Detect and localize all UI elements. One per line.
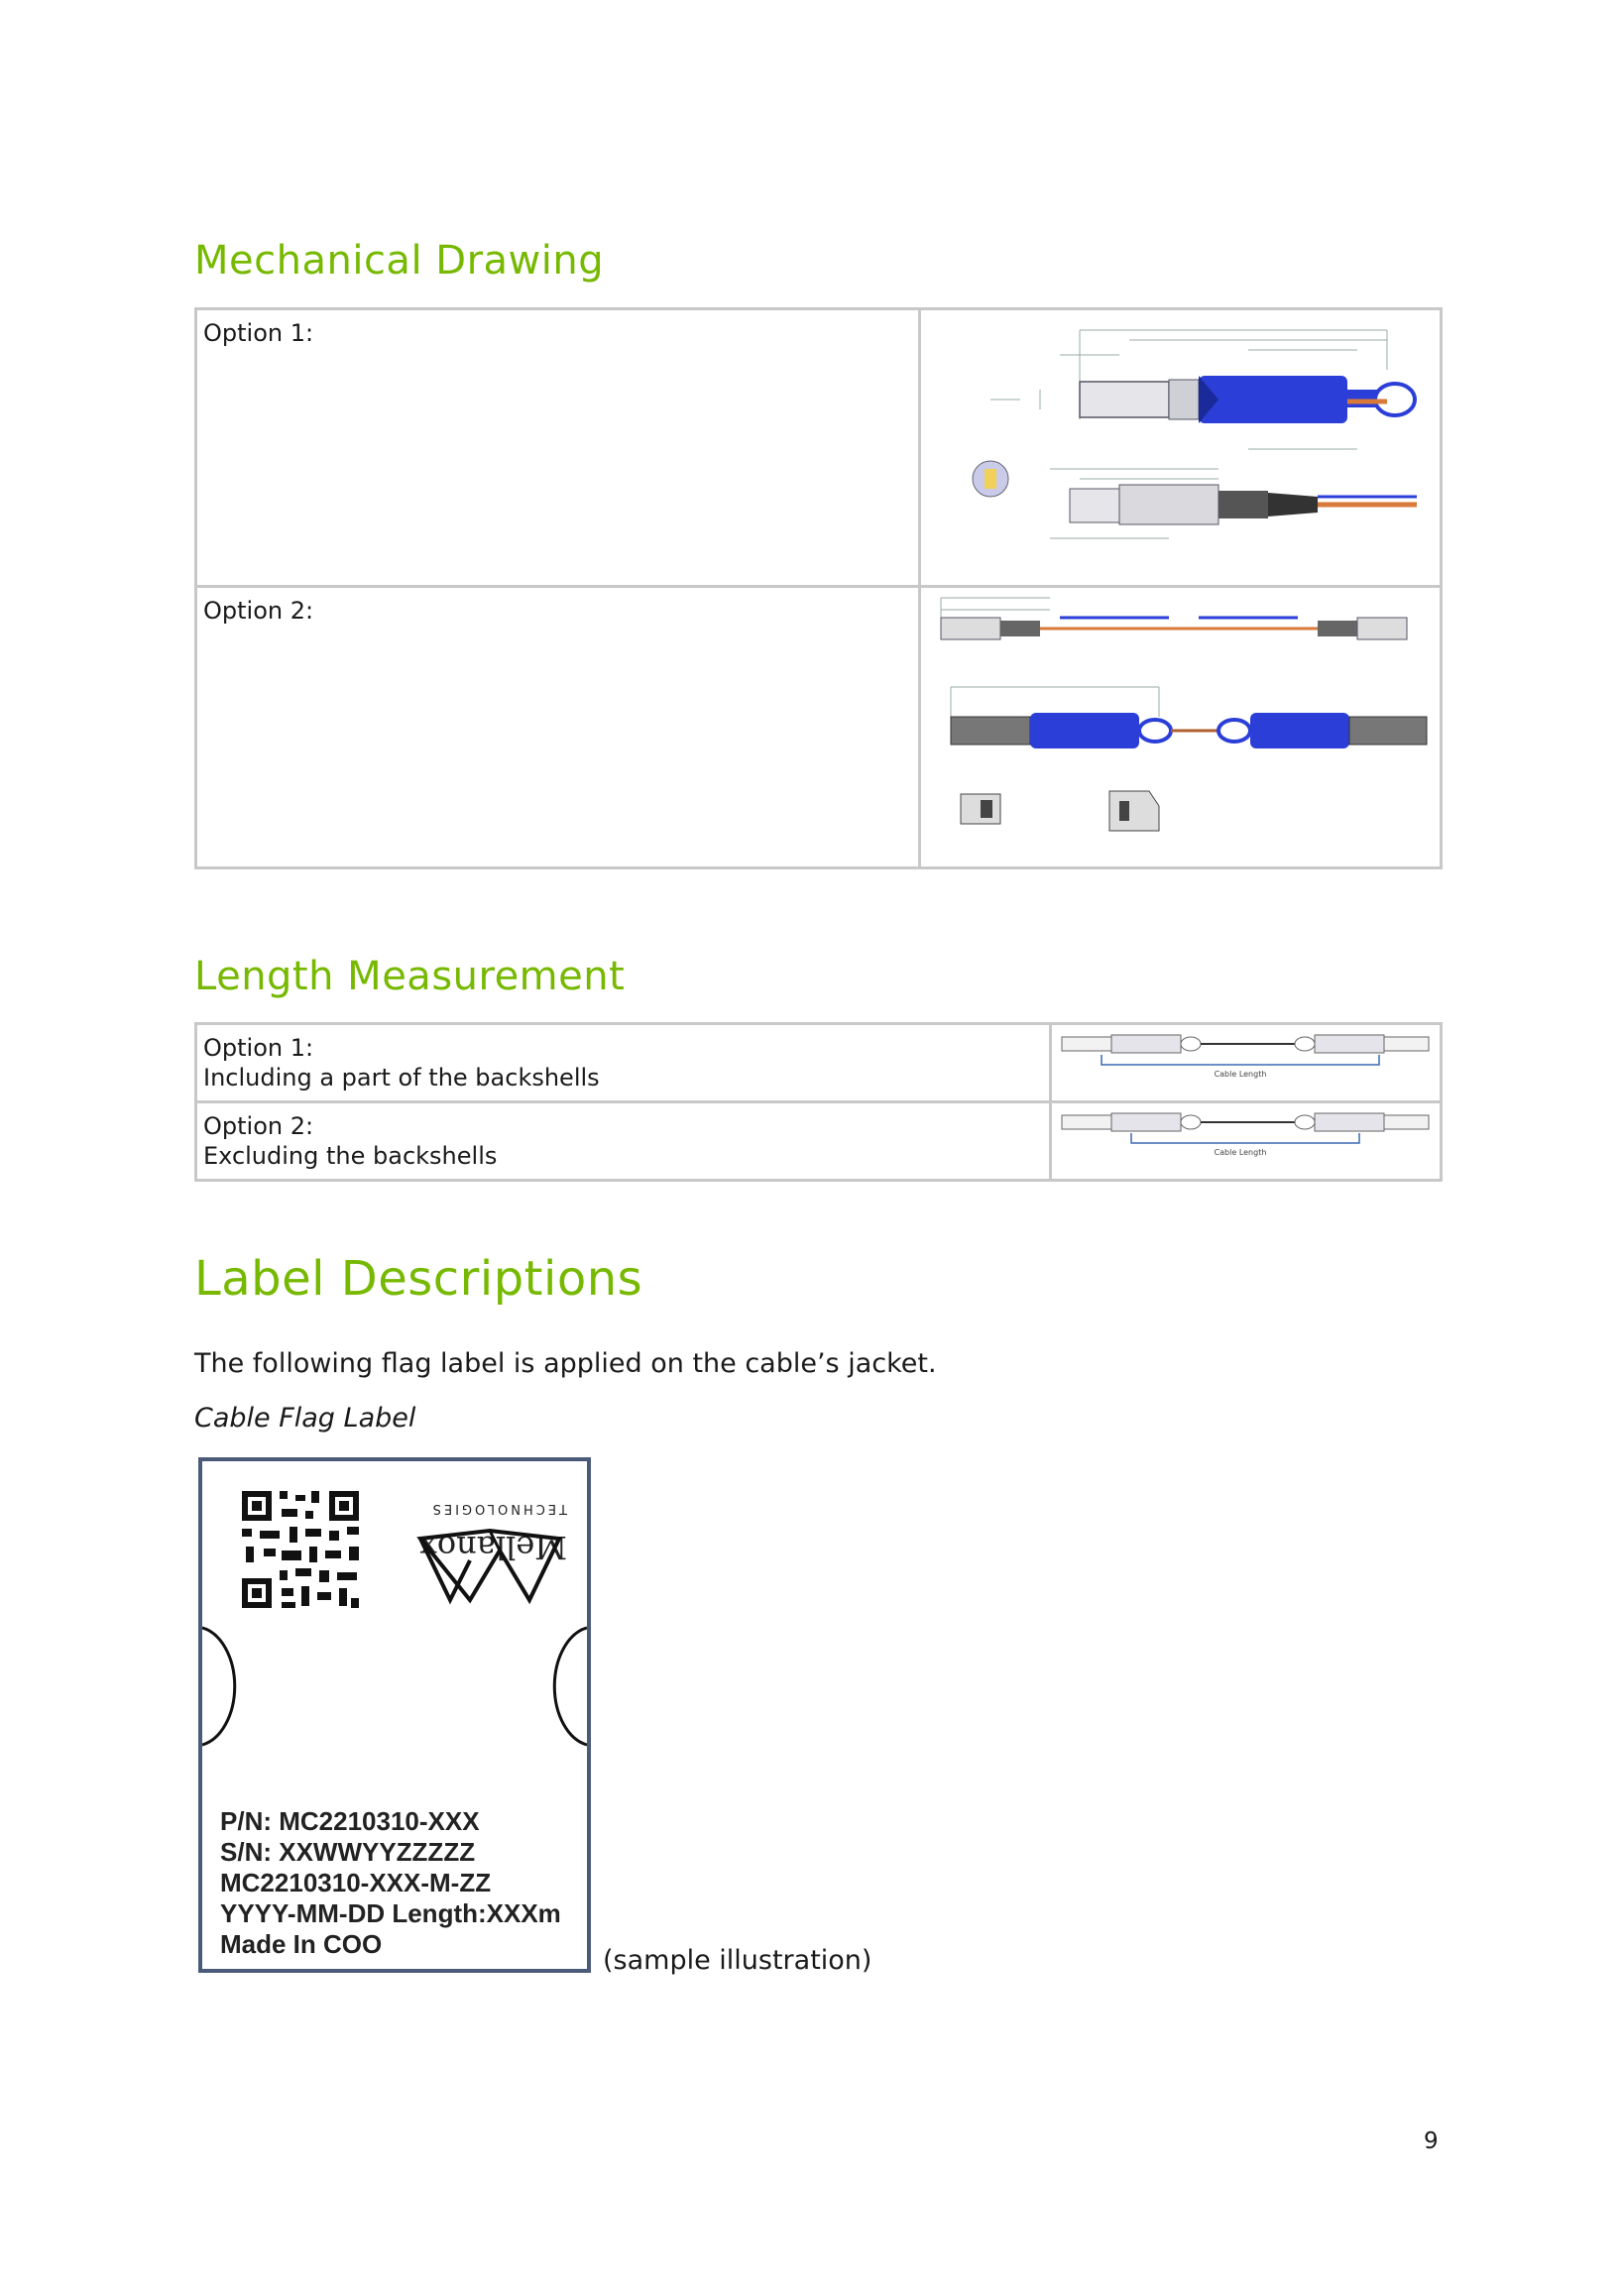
- option-label: Option 1:: [203, 319, 314, 347]
- qr-code-icon: [242, 1491, 359, 1608]
- table-cell: [196, 1102, 1051, 1181]
- length-measurement-table: [194, 1022, 1443, 1182]
- option-label: Option 2:: [203, 597, 314, 625]
- label-descriptions-heading: Label Descriptions: [194, 1251, 643, 1307]
- left-notch-arc: [202, 1628, 235, 1745]
- option-label: Option 1: Including a part of the backshells: [203, 1034, 600, 1091]
- table-row: [196, 1102, 1442, 1181]
- cable-length-caption: Cable Length: [1214, 1148, 1267, 1157]
- table-cell: [1051, 1024, 1442, 1102]
- option-label: Option 2: Excluding the backshells: [203, 1112, 498, 1170]
- table-row: [196, 309, 1442, 587]
- table-cell: [1051, 1102, 1442, 1181]
- table-cell: [920, 587, 1442, 868]
- sample-illustration-note: (sample illustration): [603, 1945, 872, 1976]
- table-cell: [196, 587, 920, 868]
- right-notch-arc: [554, 1628, 587, 1745]
- length-measurement-heading: Length Measurement: [194, 954, 626, 999]
- length-drawing-option-1: [1052, 1025, 1439, 1092]
- mechanical-drawing-table: [194, 307, 1443, 869]
- logo-wordmark: [419, 1501, 568, 1566]
- table-cell: [196, 1024, 1051, 1102]
- cable-flag-label-image: [198, 1457, 591, 1973]
- logo-technologies: TECHNOLOGIES: [429, 1501, 567, 1516]
- logo-brand: Mellanox: [418, 1529, 567, 1566]
- mechanical-drawing-heading: Mechanical Drawing: [194, 238, 605, 284]
- mechanical-drawing-option-1: [921, 310, 1437, 582]
- flag-label-text: P/N: MC2210310-XXX S/N: XXWWYYZZZZZ MC2210310-XXX-M-ZZ YYYY-MM-DD Length:XXXm Made In COO: [220, 1806, 561, 1959]
- figure-caption: Cable Flag Label: [194, 1403, 416, 1434]
- length-drawing-option-2: [1052, 1103, 1439, 1171]
- table-row: [196, 587, 1442, 868]
- label-intro-text: The following flag label is applied on the cable’s jacket.: [194, 1348, 937, 1379]
- table-row: [196, 1024, 1442, 1102]
- page-number: 9: [1424, 2128, 1439, 2154]
- cable-length-caption: Cable Length: [1214, 1070, 1267, 1079]
- mellanox-logo-icon: [419, 1501, 568, 1600]
- table-cell: [920, 309, 1442, 587]
- mechanical-drawing-option-2: [921, 588, 1437, 863]
- table-cell: [196, 309, 920, 587]
